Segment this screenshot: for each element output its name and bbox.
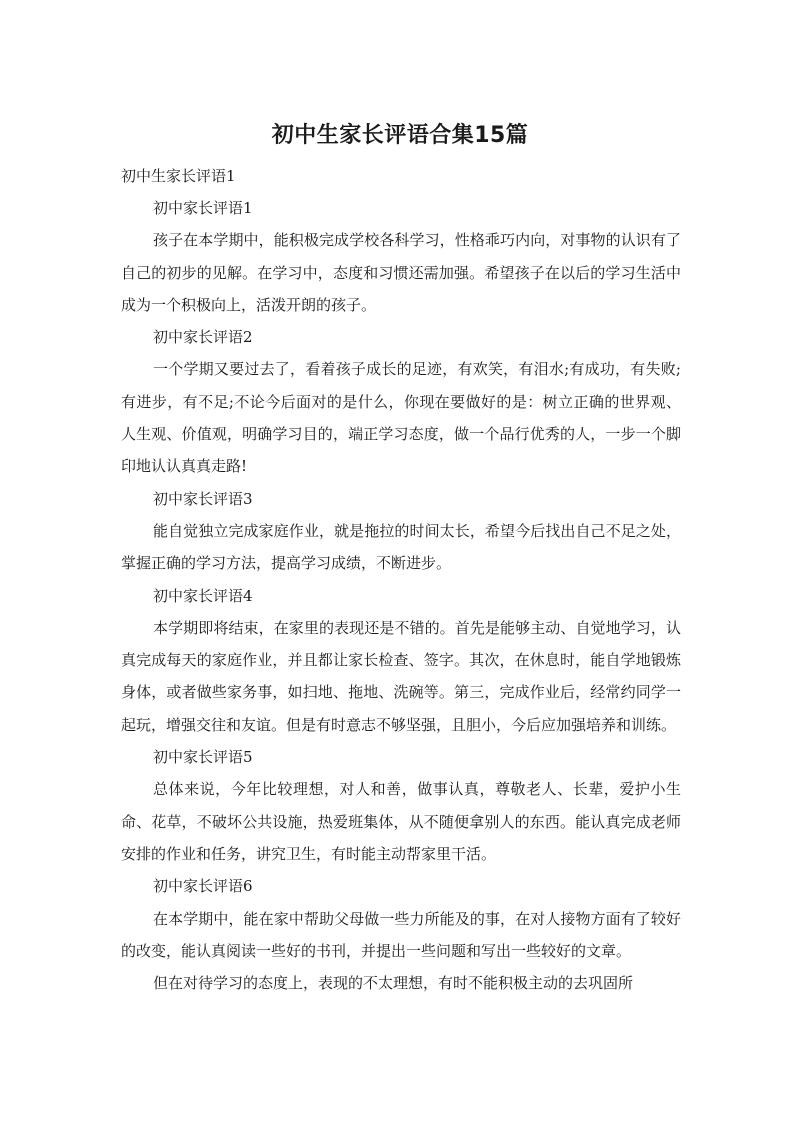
entry-paragraph: 在本学期中，能在家中帮助父母做一些力所能及的事，在对人接物方面有了较好的改变，能认真阅读一些好的书刊，并提出一些问题和写出一些较好的文章。 [121,909,681,960]
entry-paragraph: 总体来说，今年比较理想，对人和善，做事认真，尊敬老人、长辈，爱护小生命、花草，不破坏公共设施，热爱班集体，从不随便拿别人的东西。能认真完成老师安排的作业和任务，讲究卫生，有时能主动帮家里干活。 [121,780,681,863]
entry-paragraph: 孩子在本学期中，能积极完成学校各科学习，性格乖巧内向，对事物的认识有了自己的初步的见解。在学习中，态度和习惯还需加强。希望孩子在以后的学习生活中成为一个积极向上，活泼开朗的孩子。 [121,231,681,314]
document-title: 初中生家长评语合集15篇 [271,123,529,148]
entry-paragraph: 一个学期又要过去了，看着孩子成长的足迹，有欢笑，有泪水;有成功，有失败;有进步，有不足;不论今后面对的是什么，你现在要做好的是：树立正确的世界观、人生观、价值观，明确学习目的，端正学习态度，做一个品行优秀的人，一步一个脚印地认认真真走路! [121,360,681,476]
entry-heading: 初中家长评语4 [153,586,253,605]
comment-entry-4 [121,580,681,741]
entry-heading: 初中家长评语5 [153,748,253,767]
entry-paragraph: 本学期即将结束，在家里的表现还是不错的。首先是能够主动、自觉地学习，认真完成每天的家庭作业，并且都让家长检查、签字。其次，在休息时，能自学地锻炼身体，或者做些家务事，如扫地、拖地、洗碗等。第三，完成作业后，经常约同学一起玩，增强交往和友谊。但是有时意志不够坚强，且胆小，今后应加强培养和训练。 [121,618,681,734]
entry-heading: 初中家长评语6 [153,877,253,896]
section-label: 初中生家长评语1 [121,167,236,185]
comment-entry-1 [121,192,681,321]
entry-heading: 初中家长评语1 [153,199,253,217]
comment-entry-2 [121,321,681,482]
entry-paragraph: 但在对待学习的态度上，表现的不太理想，有时不能积极主动的去巩固所 [153,974,634,993]
document-body [121,160,681,999]
entry-paragraph: 能自觉独立完成家庭作业，就是拖拉的时间太长，希望今后找出自己不足之处，掌握正确的学习方法，提高学习成绩，不断进步。 [121,521,681,573]
comment-entry-6 [121,870,681,999]
comment-entry-3 [121,483,681,580]
comment-entry-5 [121,741,681,870]
entry-heading: 初中家长评语3 [153,489,253,508]
entry-heading: 初中家长评语2 [153,328,253,347]
